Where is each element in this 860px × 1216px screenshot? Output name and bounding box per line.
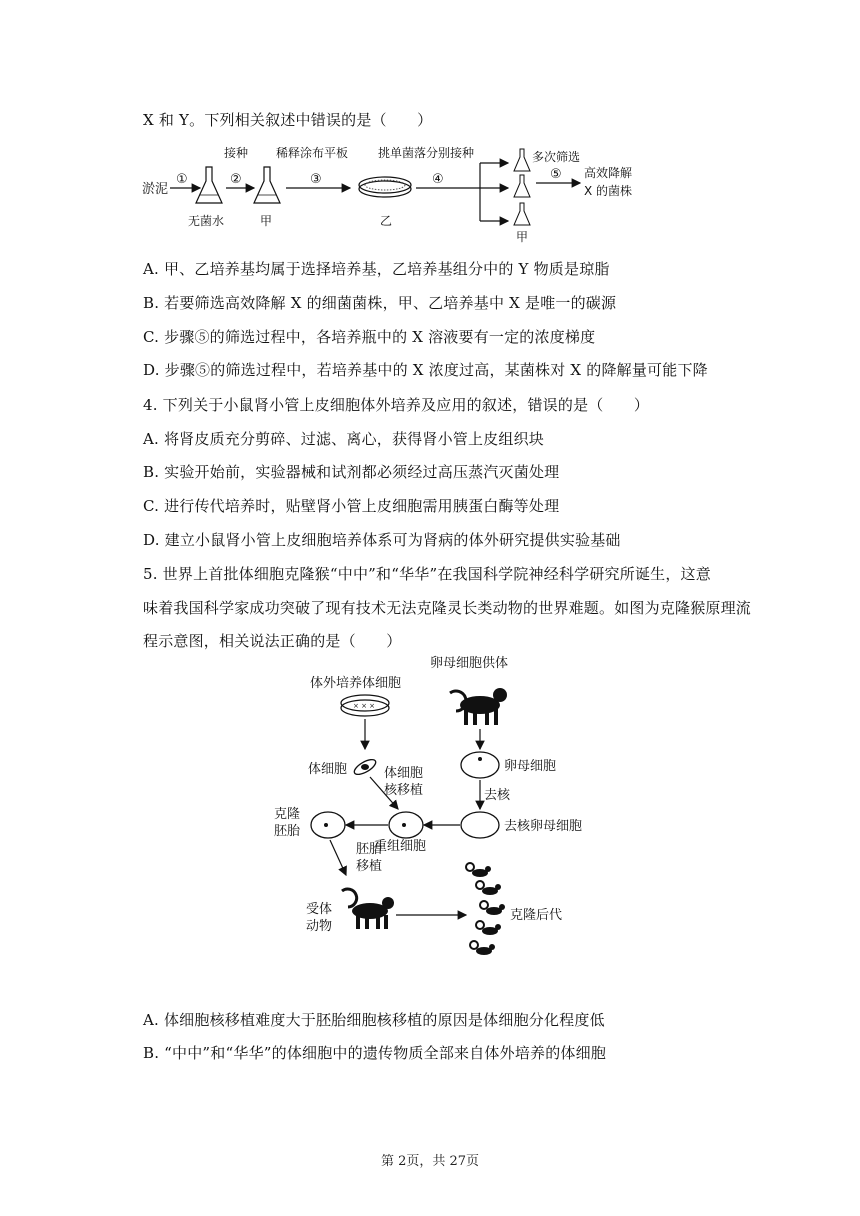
flask-branch-label: 甲 (516, 230, 529, 243)
donor-label: 卵母细胞供体 (430, 656, 509, 671)
enucleate-label: 去核 (484, 788, 511, 803)
somatic-label: 体细胞 (308, 762, 348, 777)
screening-flow-diagram (140, 143, 740, 243)
recipient-monkey-icon (342, 889, 394, 929)
offspring-label: 克隆后代 (510, 908, 563, 923)
recombined-cell (389, 812, 423, 838)
petri-dish-yi-label: 乙 (380, 214, 393, 228)
clone-embryo-label-2: 胚胎 (274, 824, 301, 839)
embryo-transfer-label-1: 胚胎 (356, 842, 383, 857)
enucleated-oocyte-label: 去核卵母细胞 (504, 819, 583, 834)
q5-option-b: B. “中中”和“华华”的体细胞中的遗传物质全部来自体外培养的体细胞 (143, 1044, 607, 1062)
flask-sterile-water-label: 无菌水 (188, 214, 225, 228)
flow-step-3: ③ (310, 172, 322, 187)
q5-stem-line3: 程示意图，相关说法正确的是（ ） (143, 632, 402, 650)
flow-dilute-label: 稀释涂布平板 (276, 146, 349, 160)
flask-jia (254, 167, 280, 203)
svg-text:× × ×: × × × (353, 702, 376, 710)
flask-jia-label: 甲 (260, 214, 273, 228)
flask-branch-bottom (514, 203, 530, 225)
page-footer: 第 2页，共 27页 (380, 1154, 480, 1169)
q3-option-d: D. 步骤⑤的筛选过程中，若培养基中的 X 浓度过高，某菌株对 X 的降解量可能下降 (143, 361, 708, 379)
flow-step-5: ⑤ (550, 167, 562, 182)
q3-option-c: C. 步骤⑤的筛选过程中，各培养瓶中的 X 溶液要有一定的浓度梯度 (143, 328, 596, 346)
culture-dish (341, 695, 389, 716)
flask-branch-mid (514, 175, 530, 197)
q5-stem-line1: 5. 世界上首批体细胞克隆猴“中中”和“华华”在我国科学院神经科学研究所诞生，这意 (143, 565, 711, 583)
transfer-label-1: 体细胞 (384, 766, 424, 781)
flow-inoculate-label: 接种 (224, 146, 249, 160)
flow-start-label: 淤泥 (142, 182, 169, 197)
flask-branch-top (514, 149, 530, 171)
oocyte-label: 卵母细胞 (504, 759, 557, 774)
flow-step-4: ④ (432, 172, 444, 187)
embryo-transfer-label-2: 移植 (356, 859, 383, 874)
oocyte-cell (461, 752, 499, 778)
culture-label: 体外培养体细胞 (310, 676, 402, 691)
q4-option-c: C. 进行传代培养时，贴壁肾小管上皮细胞需用胰蛋白酶等处理 (143, 497, 560, 515)
monkey-cloning-diagram (270, 653, 610, 973)
enucleated-oocyte-cell (461, 812, 499, 838)
q4-option-b: B. 实验开始前，实验器械和试剂都必须经过高压蒸汽灭菌处理 (143, 463, 560, 481)
flow-step-2: ② (230, 172, 242, 187)
recombined-label: 重组细胞 (374, 839, 427, 854)
recipient-label-2: 动物 (306, 919, 333, 934)
offspring-monkeys-icon (466, 863, 505, 955)
question-intro-line: X 和 Y。下列相关叙述中错误的是（ ） (143, 111, 433, 129)
clone-embryo-cell (311, 812, 345, 838)
flow-step-1: ① (176, 172, 188, 187)
flask-sterile-water (196, 167, 222, 203)
q3-option-a: A. 甲、乙培养基均属于选择培养基，乙培养基组分中的 Y 物质是琼脂 (143, 260, 610, 278)
clone-embryo-label-1: 克隆 (274, 807, 301, 822)
flow-pick-label: 挑单菌落分别接种 (378, 146, 475, 160)
donor-monkey-icon (450, 688, 507, 725)
q4-option-a: A. 将肾皮质充分剪碎、过滤、离心，获得肾小管上皮组织块 (143, 430, 544, 448)
flow-result-line1: 高效降解 (584, 166, 633, 180)
q4-stem: 4. 下列关于小鼠肾小管上皮细胞体外培养及应用的叙述，错误的是（ ） (143, 396, 650, 414)
transfer-label-2: 核移植 (384, 783, 424, 798)
q3-option-b: B. 若要筛选高效降解 X 的细菌菌株，甲、乙培养基中 X 是唯一的碳源 (143, 294, 617, 312)
recipient-label-1: 受体 (306, 902, 333, 917)
somatic-cell (352, 757, 378, 778)
q5-stem-line2: 味着我国科学家成功突破了现有技术无法克隆灵长类动物的世界难题。如图为克隆猴原理流 (143, 599, 752, 617)
q4-option-d: D. 建立小鼠肾小管上皮细胞培养体系可为肾病的体外研究提供实验基础 (143, 531, 621, 549)
q5-option-a: A. 体细胞核移植难度大于胚胎细胞核移植的原因是体细胞分化程度低 (143, 1011, 605, 1029)
petri-dish-yi (359, 177, 411, 197)
flow-multi-label: 多次筛选 (532, 150, 581, 164)
flow-result-line2: X 的菌株 (584, 184, 633, 198)
